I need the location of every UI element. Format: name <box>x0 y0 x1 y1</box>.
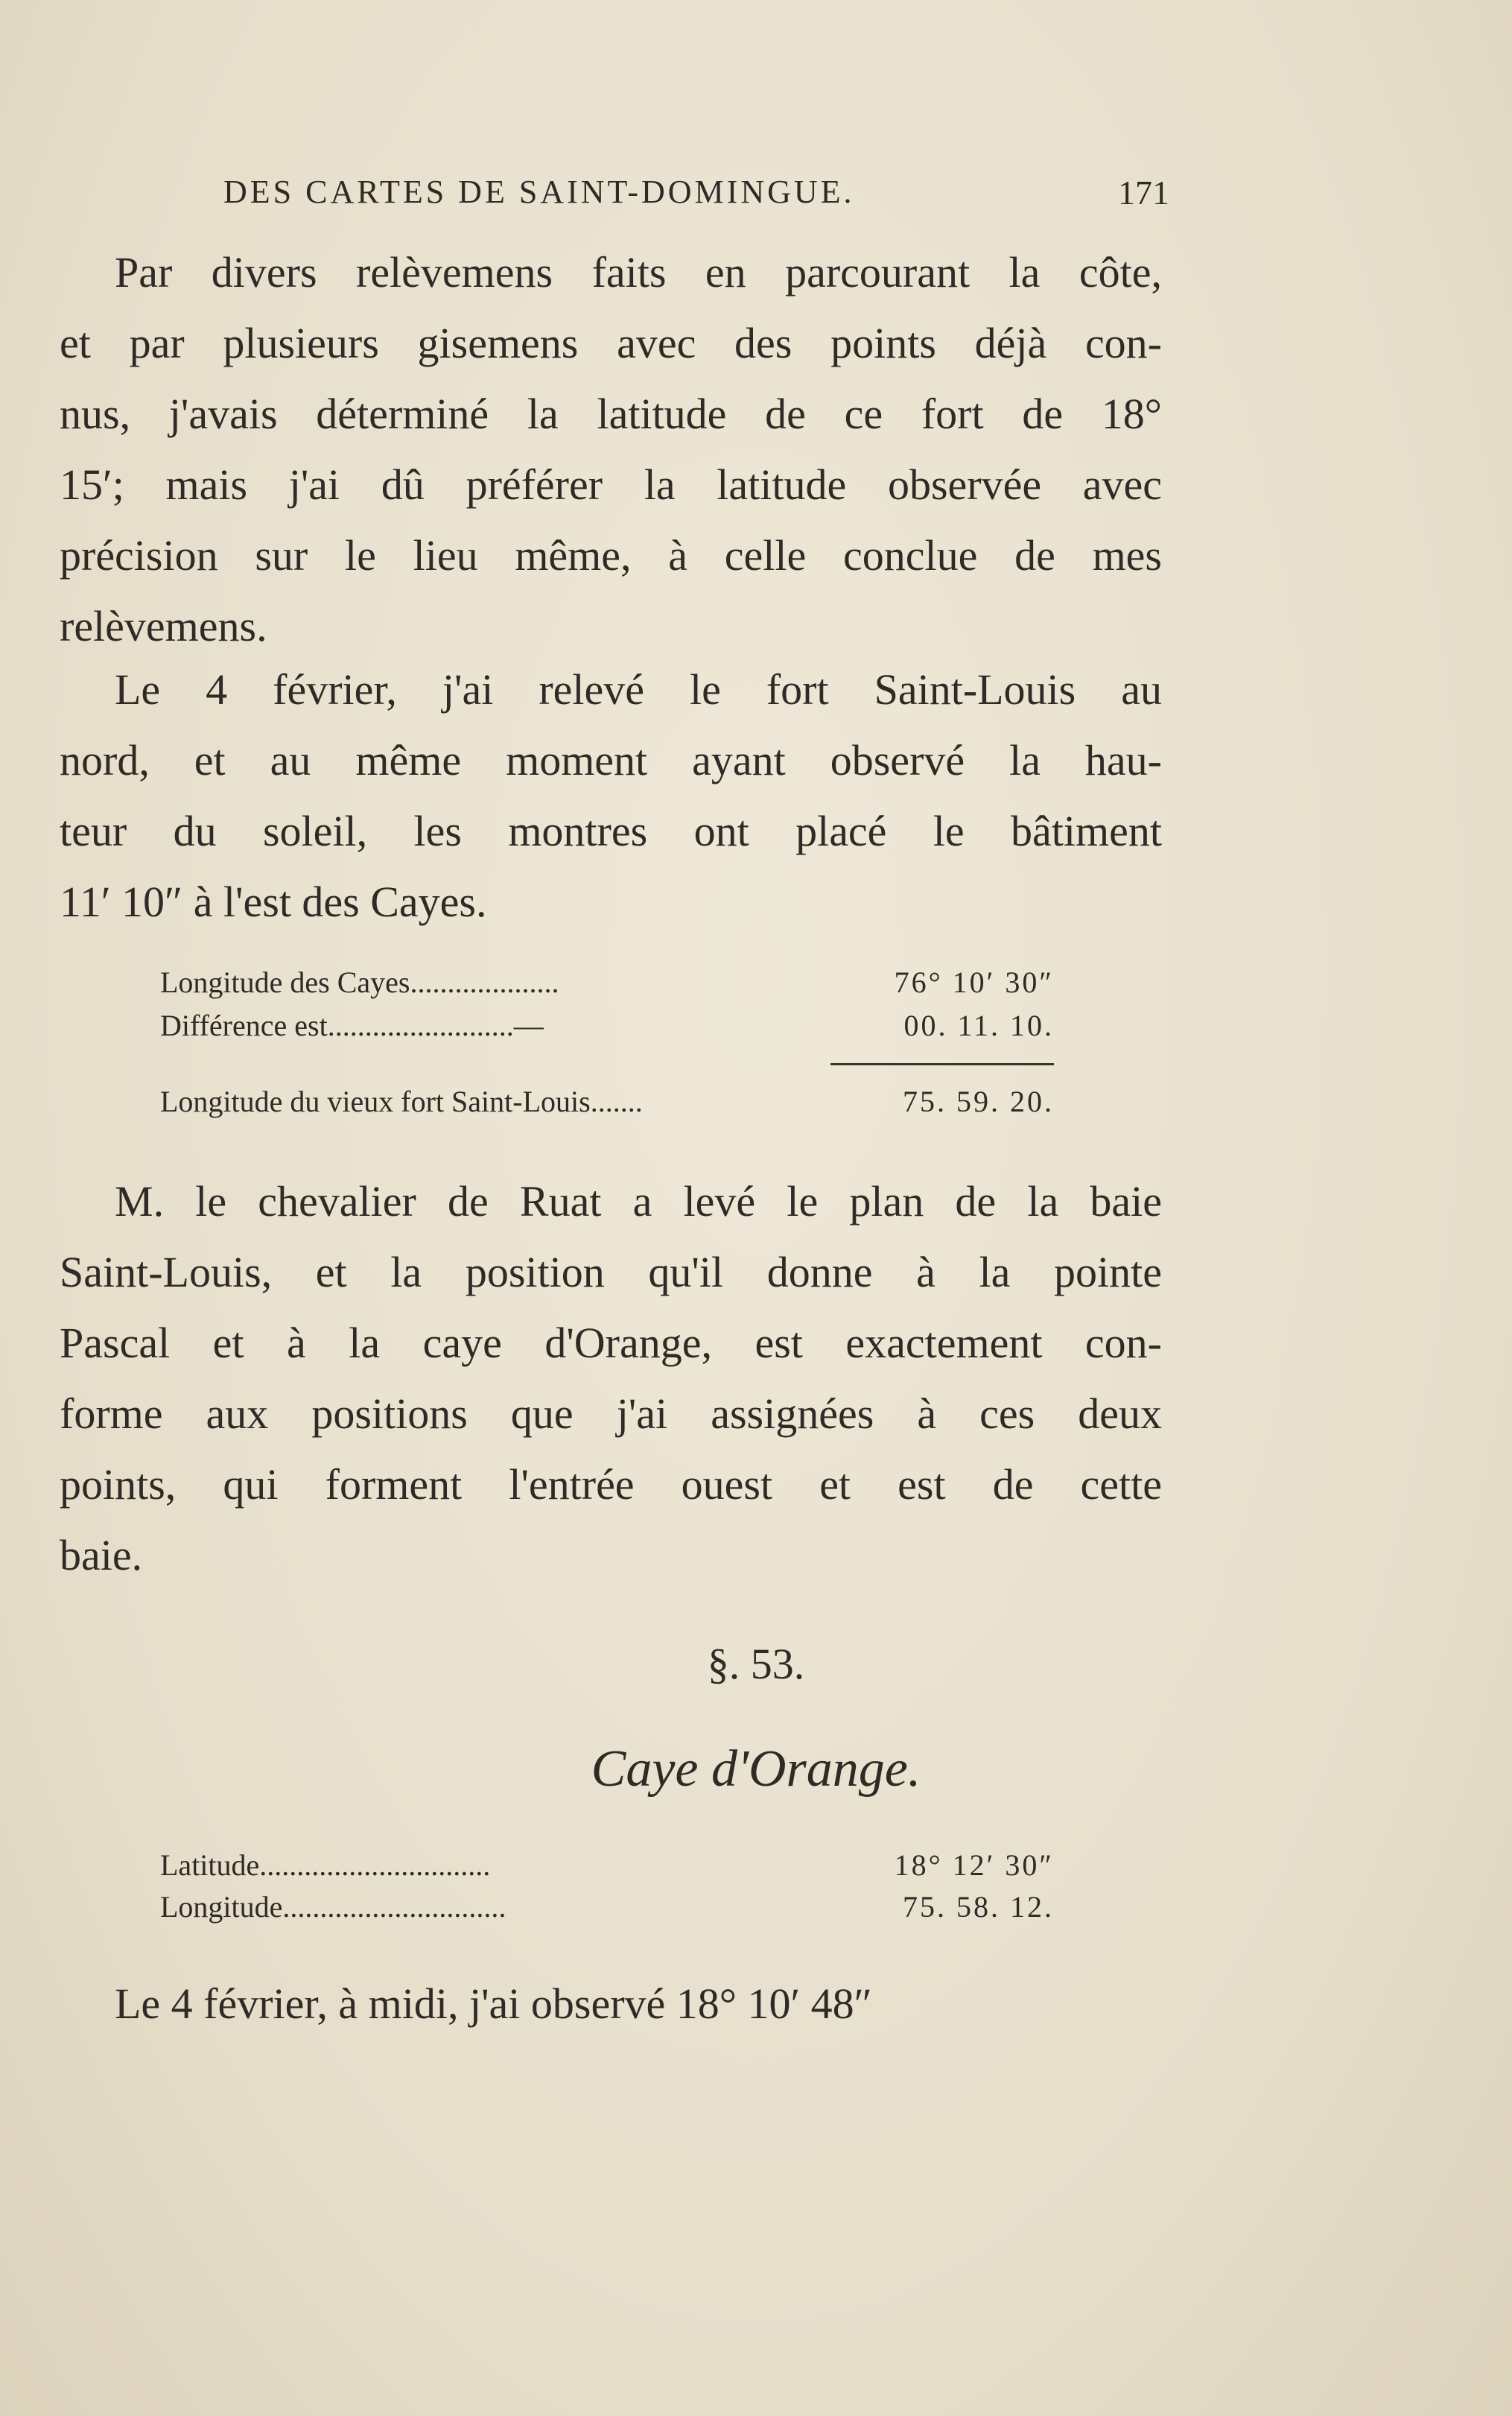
text-line: teur du soleil, les montres ont placé le bâtiment <box>60 807 1162 855</box>
row-label: Latitude............................... <box>160 1848 491 1882</box>
paragraph-midi <box>60 1968 1162 2039</box>
position-table <box>160 1848 1054 1937</box>
text-line: points, qui forment l'entrée ouest et est de cette <box>60 1460 1162 1509</box>
longitude-table <box>160 965 1054 1144</box>
page-header <box>223 173 1169 218</box>
row-label: Longitude des Cayes.................... <box>160 966 559 999</box>
table-row <box>160 1848 1054 1885</box>
row-value: 75. 59. 20. <box>903 1085 1054 1118</box>
text-line: Pascal et à la caye d'Orange, est exactement con- <box>60 1319 1162 1367</box>
paragraph-ruat <box>60 1166 1162 1591</box>
row-value: 75. 58. 12. <box>903 1890 1054 1924</box>
row-value: 76° 10′ 30″ <box>894 966 1054 999</box>
table-row <box>160 1889 1054 1927</box>
text-line: Par divers relèvemens faits en parcourant la côte, <box>115 248 1162 297</box>
sum-rule <box>830 1063 1054 1065</box>
text-line: nord, et au même moment ayant observé la hau- <box>60 736 1162 784</box>
text-line: Le 4 février, j'ai relevé le fort Saint-Louis au <box>115 665 1162 714</box>
text-line: 15′; mais j'ai dû préférer la latitude observée avec <box>60 460 1162 509</box>
row-value: 00. 11. 10. <box>903 1009 1054 1042</box>
paragraph-4-fevrier <box>60 654 1162 937</box>
text-line: et par plusieurs gisemens avec des points déjà con- <box>60 319 1162 367</box>
section-title: Caye d'Orange. <box>591 1740 921 1798</box>
table-row <box>160 965 1054 1002</box>
row-label: Longitude du vieux fort Saint-Louis....... <box>160 1085 643 1118</box>
text-line: précision sur le lieu même, à celle conclue de mes <box>60 531 1162 580</box>
row-value: 18° 12′ 30″ <box>894 1848 1054 1882</box>
text-line: relèvemens. <box>60 602 267 650</box>
paragraph-releves <box>60 237 1162 662</box>
running-title: DES CARTES DE SAINT-DOMINGUE. <box>223 174 855 210</box>
text-line: nus, j'avais déterminé la latitude de ce fort de 18° <box>60 390 1162 438</box>
text-line: Le 4 février, à midi, j'ai observé 18° 10′ 48″ <box>115 1979 872 2028</box>
text-line: forme aux positions que j'ai assignées à ces deux <box>60 1389 1162 1438</box>
text-line: baie. <box>60 1531 143 1579</box>
table-row <box>160 1084 1054 1121</box>
section-number: §. 53. <box>707 1640 805 1688</box>
text-line: 11′ 10″ à l'est des Cayes. <box>60 878 487 926</box>
page-number: 171 <box>1118 174 1169 212</box>
text-line: Saint-Louis, et la position qu'il donne à la pointe <box>60 1248 1162 1296</box>
row-label: Longitude.............................. <box>160 1890 506 1924</box>
table-row <box>160 1008 1054 1045</box>
text-line: M. le chevalier de Ruat a levé le plan de la baie <box>115 1177 1162 1226</box>
row-label: Différence est.........................— <box>160 1009 544 1042</box>
